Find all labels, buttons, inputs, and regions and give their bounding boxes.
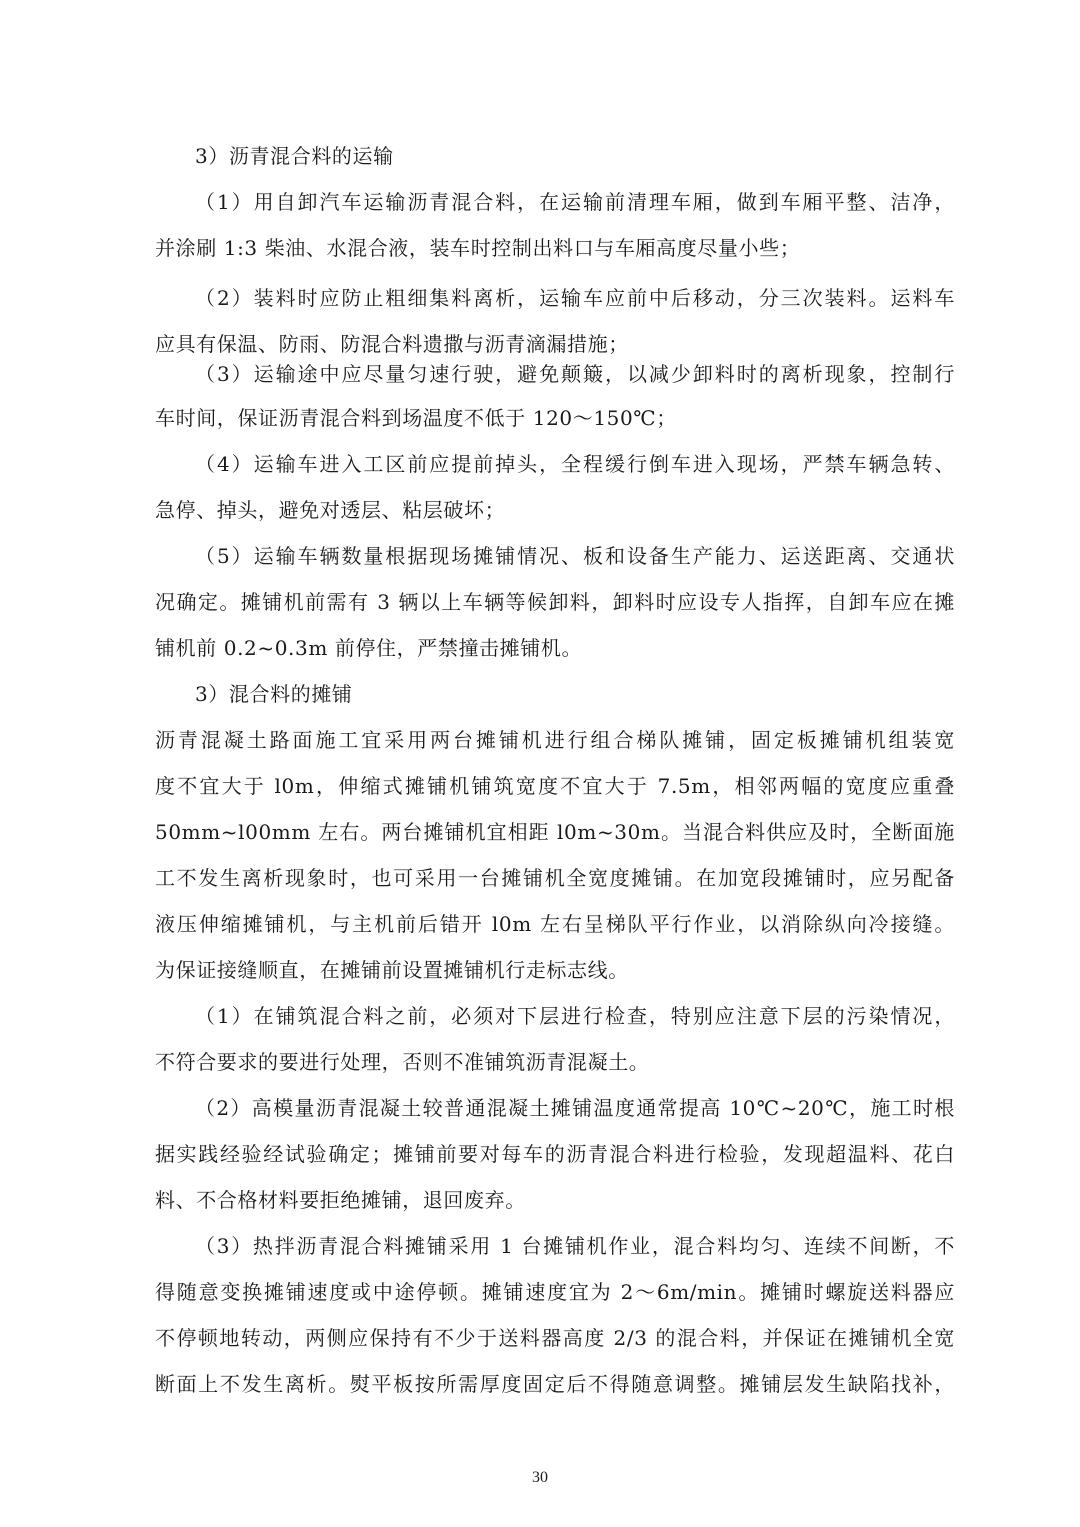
- text-line: 工不发生离析现象时，也可采用一台摊铺机全宽度摊铺。在加宽段摊铺时，应另配备: [155, 866, 955, 890]
- text-line: 度不宜大于 l0m，伸缩式摊铺机铺筑宽度不宜大于 7.5m，相邻两幅的宽度应重叠: [155, 774, 955, 798]
- text-line: 并涂刷 1:3 柴油、水混合液，装车时控制出料口与车厢高度尽量小些；: [155, 236, 801, 260]
- text-line: 沥青混凝土路面施工宜采用两台摊铺机进行组合梯队摊铺，固定板摊铺机组装宽: [155, 728, 955, 752]
- text-line: 50mm~l00mm 左右。两台摊铺机宜相距 l0m~30m。当混合料供应及时，全断面施: [155, 820, 955, 844]
- text-line: 急停、掉头，避免对透层、粘层破坏；: [155, 498, 506, 522]
- section-heading-paving: 3）混合料的摊铺: [195, 682, 353, 706]
- text-line: 车时间，保证沥青混合料到场温度不低于 120～150℃；: [155, 406, 677, 430]
- text-line: 况确定。摊铺机前需有 3 辆以上车辆等候卸料，卸料时应设专人指挥，自卸车应在摊: [155, 590, 955, 614]
- text-line: （4）运输车进入工区前应提前掉头，全程缓行倒车进入现场，严禁车辆急转、: [195, 452, 955, 476]
- text-line: 铺机前 0.2~0.3m 前停住，严禁撞击摊铺机。: [155, 636, 583, 660]
- text-line: （1）用自卸汽车运输沥青混合料，在运输前清理车厢，做到车厢平整、洁净，: [195, 190, 955, 214]
- text-line: （2）高模量沥青混凝土较普通混凝土摊铺温度通常提高 10℃~20℃，施工时根: [195, 1096, 955, 1120]
- text-line: 断面上不发生离析。熨平板按所需厚度固定后不得随意调整。摊铺层发生缺陷找补，: [155, 1372, 955, 1396]
- text-line: （1）在铺筑混合料之前，必须对下层进行检查，特别应注意下层的污染情况，: [195, 1004, 955, 1028]
- text-line: 据实践经验经试验确定；摊铺前要对每车的沥青混合料进行检验，发现超温料、花白: [155, 1142, 955, 1166]
- text-line: （3）热拌沥青混合料摊铺采用 1 台摊铺机作业，混合料均匀、连续不间断，不: [195, 1234, 955, 1258]
- text-line: 不停顿地转动，两侧应保持有不少于送料器高度 2/3 的混合料，并保证在摊铺机全宽: [155, 1326, 955, 1350]
- text-line: 不符合要求的要进行处理，否则不准铺筑沥青混凝土。: [155, 1050, 650, 1074]
- text-line: 为保证接缝顺直，在摊铺前设置摊铺机行走标志线。: [155, 958, 629, 982]
- text-line: 得随意变换摊铺速度或中途停顿。摊铺速度宜为 2～6m/min。摊铺时螺旋送料器应: [155, 1280, 955, 1304]
- text-line: （2）装料时应防止粗细集料离析，运输车应前中后移动，分三次装料。运料车: [195, 286, 955, 310]
- section-heading-transport: 3）沥青混合料的运输: [195, 144, 394, 168]
- text-line: （3）运输途中应尽量匀速行驶，避免颠簸，以减少卸料时的离析现象，控制行: [195, 362, 955, 386]
- text-line: 液压伸缩摊铺机，与主机前后错开 l0m 左右呈梯队平行作业，以消除纵向冷接缝。: [155, 912, 955, 936]
- text-line: 料、不合格材料要拒绝摊铺，退回废弃。: [155, 1188, 526, 1212]
- page-number: 30: [532, 1469, 548, 1486]
- text-line: （5）运输车辆数量根据现场摊铺情况、板和设备生产能力、运送距离、交通状: [195, 544, 955, 568]
- text-line: 应具有保温、防雨、防混合料遗撒与沥青滴漏措施；: [155, 332, 629, 356]
